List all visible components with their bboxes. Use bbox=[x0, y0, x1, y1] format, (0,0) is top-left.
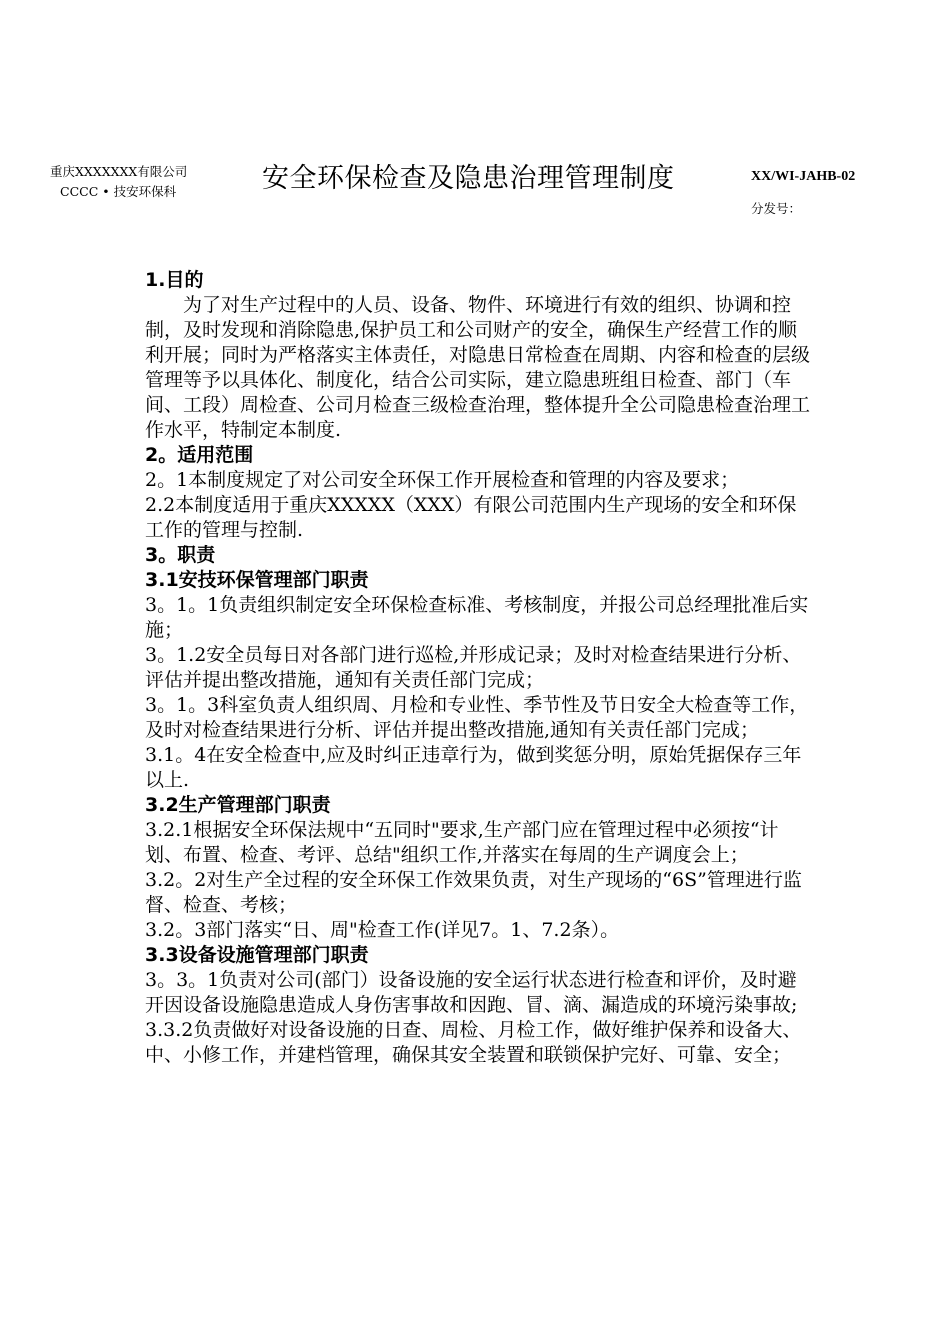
section-heading: 3.1安技环保管理部门职责 bbox=[145, 569, 369, 591]
body-paragraph: 3。3。1负责对公司(部门）设备设施的安全运行状态进行检查和评价，及时避开因设备设施隐患造成人身伤害事故和因跑、冒、滴、漏造成的环境污染事故; bbox=[145, 969, 798, 1016]
section-heading: 2。适用范围 bbox=[145, 444, 254, 466]
body-paragraph: 3。1。1负责组织制定安全环保检查标准、考核制度，并报公司总经理批准后实施； bbox=[145, 594, 809, 641]
body-paragraph: 2.2本制度适用于重庆XXXXX（XXX）有限公司范围内生产现场的安全和环保工作的管理与控制. bbox=[145, 494, 797, 541]
section-heading: 1.目的 bbox=[145, 269, 204, 291]
document-body bbox=[145, 268, 810, 1068]
distribution-label: 分发号： bbox=[751, 202, 802, 216]
body-paragraph: 3.3.2负责做好对设备设施的日查、周检、月检工作，做好维护保养和设备大、中、小修工作，并建档管理，确保其安全装置和联锁保护完好、可靠、安全； bbox=[145, 1019, 802, 1066]
body-paragraph: 3.1。4在安全检查中,应及时纠正违章行为，做到奖惩分明，原始凭据保存三年以上. bbox=[145, 744, 802, 791]
company-name: 重庆XXXXXXX有限公司 bbox=[50, 164, 188, 179]
header-meta-block bbox=[751, 161, 855, 225]
body-paragraph: 3.2。3部门落实“日、周"检查工作(详见7。1、7.2条）。 bbox=[145, 919, 620, 941]
header-org-block bbox=[50, 162, 187, 202]
document-title: 安全环保检查及隐患治理管理制度 bbox=[262, 163, 675, 194]
section-heading: 3。职责 bbox=[145, 544, 216, 566]
body-paragraph: 3.2。2对生产全过程的安全环保工作效果负责，对生产现场的“6S”管理进行监督、检查、考核； bbox=[145, 869, 802, 916]
body-paragraph: 3.2.1根据安全环保法规中“五同时"要求,生产部门应在管理过程中必须按“计划、布置、检查、考评、总结"组织工作,并落实在每周的生产调度会上； bbox=[145, 819, 779, 866]
body-paragraph: 3。1.2安全员每日对各部门进行巡检,并形成记录；及时对检查结果进行分析、评估并提出整改措施，通知有关责任部门完成； bbox=[145, 644, 802, 691]
body-paragraph: 2。1本制度规定了对公司安全环保工作开展检查和管理的内容及要求； bbox=[145, 469, 740, 491]
department-name: CCCC • 技安环保科 bbox=[60, 184, 177, 199]
body-paragraph: 3。1。3科室负责人组织周、月检和专业性、季节性及节日安全大检查等工作，及时对检查结果进行分析、评估并提出整改措施,通知有关责任部门完成； bbox=[145, 694, 809, 741]
section-heading: 3.2生产管理部门职责 bbox=[145, 794, 331, 816]
section-heading: 3.3设备设施管理部门职责 bbox=[145, 944, 369, 966]
document-code: XX/WI-JAHB-02 bbox=[751, 169, 856, 184]
body-paragraph: 为了对生产过程中的人员、设备、物件、环境进行有效的组织、协调和控制，及时发现和消除隐患,保护员工和公司财产的安全，确保生产经营工作的顺利开展；同时为严格落实主体责任，对隐患日常检查在周期、内容和检查的层级管理等予以具体化、制度化，结合公司实际，建立隐患班组日检查、部门（车间、工段）周检查、公司月检查三级检查治理，整体提升全公司隐患检查治理工作水平，特制定本制度. bbox=[145, 294, 811, 441]
